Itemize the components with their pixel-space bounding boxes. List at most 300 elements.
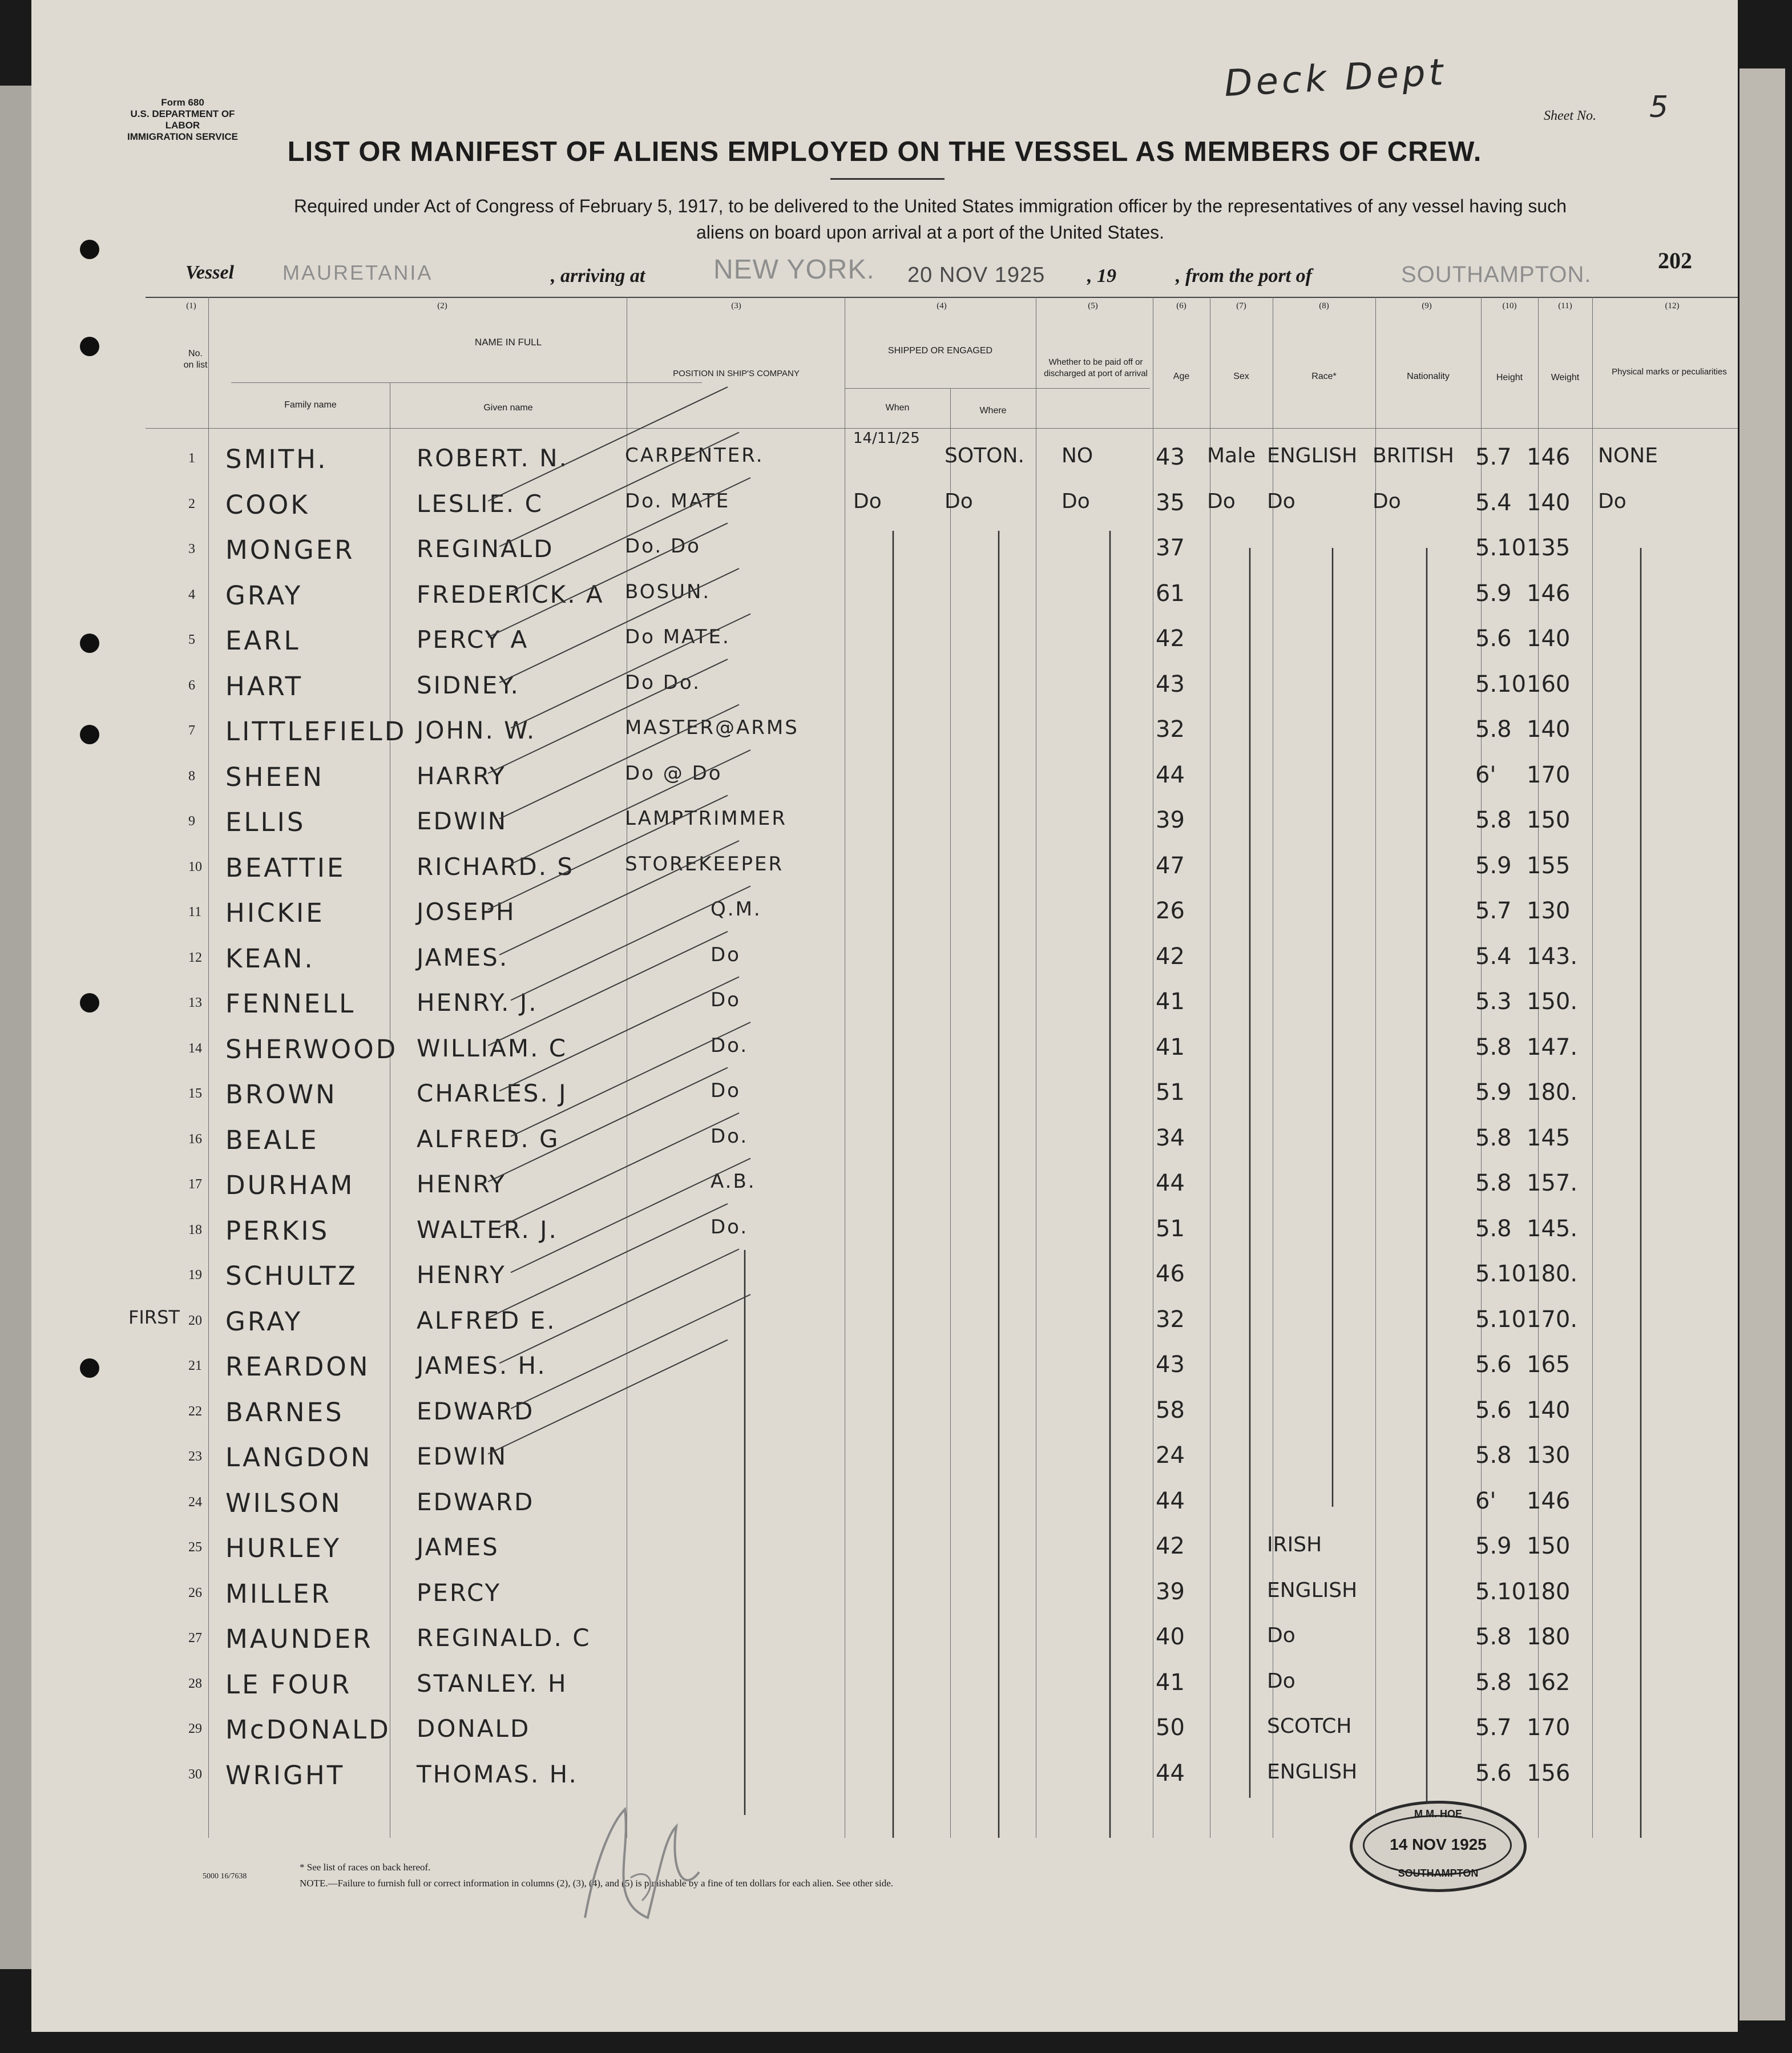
- given-name: ALFRED. G: [417, 1124, 560, 1153]
- given-name: RICHARD. S: [417, 852, 575, 881]
- header-family-name: Family name: [284, 400, 337, 410]
- family-name: HART: [225, 671, 304, 701]
- weight: 180: [1527, 1624, 1571, 1650]
- diagonal-strokes: [488, 387, 750, 1454]
- given-name: EDWIN: [417, 1442, 508, 1470]
- physical-marks: Do: [1598, 489, 1626, 513]
- age: 34: [1156, 1124, 1185, 1151]
- family-name: HURLEY: [225, 1533, 342, 1563]
- header-height: Height: [1496, 373, 1523, 382]
- age: 42: [1156, 626, 1185, 652]
- position: Do: [711, 1079, 741, 1102]
- weight: 162: [1527, 1669, 1571, 1696]
- row-number: 17: [188, 1177, 202, 1192]
- age: 24: [1156, 1442, 1185, 1469]
- family-name: FENNELL: [225, 989, 356, 1019]
- punch-hole: [80, 634, 99, 653]
- ditto-diagonal-stroke: [499, 977, 739, 1091]
- row-number: 2: [188, 496, 195, 511]
- height: 5.7: [1475, 1715, 1512, 1741]
- weight: 180.: [1527, 1261, 1578, 1287]
- given-name: JAMES. H.: [417, 1352, 547, 1380]
- family-name: DURHAM: [225, 1170, 355, 1200]
- row-number: 13: [188, 995, 202, 1010]
- row-number: 10: [188, 859, 202, 874]
- row-number: 1: [188, 451, 195, 466]
- age: 43: [1156, 1352, 1185, 1378]
- shipped-when: 14/11/25: [853, 430, 920, 447]
- nationality: BRITISH: [1373, 444, 1454, 467]
- weight: 147.: [1527, 1034, 1578, 1060]
- ditto-diagonal-stroke: [488, 659, 728, 773]
- age: 51: [1156, 1215, 1185, 1242]
- age: 26: [1156, 898, 1185, 924]
- given-name: ALFRED E.: [417, 1306, 556, 1334]
- nationality: Do: [1373, 489, 1401, 513]
- ditto-diagonal-stroke: [488, 796, 728, 910]
- position: Do: [711, 989, 741, 1011]
- age: 61: [1156, 580, 1185, 607]
- ditto-diagonal-stroke: [499, 1249, 739, 1364]
- race: Do: [1267, 489, 1295, 513]
- position: STOREKEEPER: [625, 852, 784, 876]
- height: 5.7: [1475, 444, 1512, 470]
- age: 47: [1156, 852, 1185, 879]
- height: 5.9: [1475, 852, 1512, 879]
- given-name: WALTER. J.: [417, 1215, 558, 1244]
- column-number: (11): [1558, 301, 1572, 310]
- position: Do. MATE: [625, 489, 730, 513]
- vessel-name: MAURETANIA: [282, 261, 433, 284]
- position: Do Do.: [625, 671, 701, 694]
- punch-hole: [80, 993, 99, 1013]
- punch-hole: [80, 1358, 99, 1378]
- column-number: (7): [1236, 301, 1246, 310]
- column-number: (9): [1422, 301, 1432, 310]
- race: IRISH: [1267, 1533, 1322, 1556]
- sheet-no-value: 5: [1649, 90, 1669, 124]
- row-number: 16: [188, 1131, 202, 1147]
- ditto-diagonal-stroke: [488, 523, 728, 638]
- weight: 170.: [1527, 1306, 1578, 1333]
- row-number: 23: [188, 1449, 202, 1464]
- header-name-in-full: NAME IN FULL: [474, 337, 542, 348]
- given-name: STANLEY. H: [417, 1669, 568, 1697]
- form-service: IMMIGRATION SERVICE: [127, 131, 238, 142]
- column-number: (3): [731, 301, 741, 310]
- subtitle-line: Required under Act of Congress of February 5, 1917, to be delivered to the United States immigration officer by the representatives of any vessel having such: [294, 196, 1567, 216]
- sex: Do: [1207, 489, 1236, 513]
- age: 41: [1156, 1669, 1185, 1696]
- header-no-on-list: No. on list: [183, 349, 208, 370]
- age: 41: [1156, 989, 1185, 1015]
- row-number: 20: [188, 1313, 202, 1328]
- row-number: 3: [188, 542, 195, 556]
- height: 5.8: [1475, 1669, 1512, 1696]
- southampton-stamp: [1350, 1801, 1527, 1892]
- weight: 165: [1527, 1352, 1571, 1378]
- family-name: LITTLEFIELD: [225, 716, 407, 747]
- height: 6': [1475, 761, 1496, 788]
- weight: 150.: [1527, 989, 1578, 1015]
- weight: 145: [1527, 1124, 1571, 1151]
- header-race: Race*: [1311, 372, 1337, 381]
- height: 5.6: [1475, 1397, 1512, 1423]
- binder-edge: [0, 86, 31, 1969]
- stamp-bottom-text: SOUTHAMPTON: [1398, 1868, 1479, 1879]
- given-name: SIDNEY.: [417, 671, 520, 699]
- height: 5.10: [1475, 671, 1527, 697]
- race: ENGLISH: [1267, 444, 1358, 467]
- header-when: When: [885, 403, 910, 413]
- year-label: , 19: [1087, 265, 1116, 287]
- weight: 170: [1527, 761, 1571, 788]
- age: 50: [1156, 1715, 1185, 1741]
- weight: 140: [1527, 489, 1571, 516]
- weight: 140: [1527, 716, 1571, 743]
- ditto-diagonal-stroke: [511, 1294, 750, 1409]
- ditto-diagonal-stroke: [511, 1022, 750, 1136]
- height: 5.6: [1475, 1760, 1512, 1786]
- given-name: HARRY: [417, 761, 506, 790]
- row-number: 9: [188, 814, 195, 829]
- header-age: Age: [1173, 372, 1190, 381]
- family-name: COOK: [225, 489, 310, 520]
- ditto-diagonal-stroke: [499, 433, 739, 547]
- height: 5.8: [1475, 1442, 1512, 1469]
- given-name: EDWARD: [417, 1487, 535, 1516]
- position: Do: [711, 943, 741, 966]
- height: 5.8: [1475, 1170, 1512, 1196]
- page-title: LIST OR MANIFEST OF ALIENS EMPLOYED ON THE VESSEL AS MEMBERS OF CREW.: [287, 136, 1482, 167]
- position: Do.: [711, 1034, 749, 1057]
- position: Do @ Do: [625, 761, 723, 785]
- footnote-races: * See list of races on back hereof.: [300, 1862, 431, 1873]
- column-number: (8): [1319, 301, 1329, 310]
- weight: 130: [1527, 1442, 1571, 1469]
- age: 46: [1156, 1261, 1185, 1287]
- column-number: (10): [1502, 301, 1517, 310]
- age: 43: [1156, 671, 1185, 697]
- row-number: 4: [188, 587, 195, 602]
- family-name: HICKIE: [225, 898, 325, 928]
- given-name: HENRY: [417, 1261, 506, 1289]
- weight: 150: [1527, 807, 1571, 833]
- crew-manifest-table: [128, 297, 1738, 1883]
- weight: 155: [1527, 852, 1571, 879]
- stamp-top-text: M.M. HOE: [1414, 1808, 1462, 1820]
- row-number: 24: [188, 1494, 202, 1510]
- given-name: WILLIAM. C: [417, 1034, 568, 1062]
- family-name: LANGDON: [225, 1442, 373, 1473]
- row-number: 6: [188, 677, 195, 693]
- row-number: 14: [188, 1040, 202, 1056]
- ditto-diagonal-stroke: [499, 568, 739, 683]
- header-position: POSITION IN SHIP'S COMPANY: [673, 369, 800, 378]
- ditto-diagonal-stroke: [488, 1340, 728, 1454]
- family-name: BEATTIE: [225, 852, 346, 883]
- given-name: DONALD: [417, 1715, 531, 1743]
- footnote-penalty: NOTE.—Failure to furnish full or correct information in columns (2), (3), (4), and (5) is punishable by a fine of ten dollars for each alien. See other side.: [300, 1878, 894, 1889]
- family-name: GRAY: [225, 580, 303, 611]
- given-name: THOMAS. H.: [417, 1760, 578, 1788]
- given-name: EDWARD: [417, 1397, 535, 1425]
- column-number: (2): [437, 301, 447, 310]
- given-name: FREDERICK. A: [417, 580, 604, 608]
- arrival-date: 20 NOV 1925: [907, 263, 1046, 287]
- family-name: KEAN.: [225, 943, 315, 974]
- weight: 170: [1527, 1715, 1571, 1741]
- height: 5.10: [1475, 535, 1527, 561]
- position: Do.: [711, 1124, 749, 1148]
- row-number: 30: [188, 1766, 202, 1782]
- height: 5.10: [1475, 1261, 1527, 1287]
- row-number: 12: [188, 950, 202, 965]
- print-reference: 5000 16/7638: [203, 1872, 247, 1881]
- page-subtitle: [157, 193, 1704, 245]
- family-name: EARL: [225, 626, 301, 656]
- vessel-line: [151, 248, 1721, 294]
- position: LAMPTRIMMER: [625, 807, 788, 830]
- weight: 135: [1527, 535, 1571, 561]
- position: Do.: [711, 1215, 749, 1239]
- underlying-sheet-edge: [1739, 68, 1785, 2020]
- age: 35: [1156, 489, 1185, 516]
- ditto-diagonal-stroke: [511, 886, 750, 1001]
- row-number: 7: [188, 723, 195, 738]
- age: 39: [1156, 1578, 1185, 1605]
- race: Do: [1267, 1669, 1295, 1693]
- family-name: SCHULTZ: [225, 1261, 358, 1291]
- header-given-name: Given name: [483, 403, 533, 413]
- arriving-label: , arriving at: [551, 265, 645, 287]
- height: 6': [1475, 1487, 1496, 1514]
- age: 44: [1156, 1170, 1185, 1196]
- family-name: BARNES: [225, 1397, 344, 1427]
- position: A.B.: [711, 1170, 756, 1193]
- given-name: JAMES.: [417, 943, 509, 971]
- column-number: (1): [186, 301, 196, 310]
- row-number: 15: [188, 1086, 202, 1101]
- family-name: McDONALD: [225, 1715, 391, 1745]
- position: Do MATE.: [625, 626, 730, 648]
- age: 37: [1156, 535, 1185, 561]
- punch-hole: [80, 725, 99, 744]
- family-name: WRIGHT: [225, 1760, 345, 1790]
- family-name: WILSON: [225, 1487, 342, 1518]
- age: 40: [1156, 1624, 1185, 1650]
- header-physical-marks: Physical marks or peculiarities: [1612, 367, 1727, 377]
- header-where: Where: [979, 406, 1007, 416]
- given-name: CHARLES. J: [417, 1079, 568, 1107]
- family-name: LE FOUR: [225, 1669, 352, 1700]
- shipped-when: Do: [853, 489, 882, 513]
- column-number: (6): [1176, 301, 1186, 310]
- height: 5.8: [1475, 716, 1512, 743]
- weight: 143.: [1527, 943, 1578, 970]
- form-department: U.S. DEPARTMENT OF LABOR: [130, 108, 235, 131]
- column-number: (5): [1088, 301, 1098, 310]
- family-name: SHERWOOD: [225, 1034, 398, 1064]
- row-prefix-note: FIRST: [128, 1306, 180, 1328]
- stamp-date: 14 NOV 1925: [1390, 1836, 1487, 1853]
- age: 43: [1156, 444, 1185, 470]
- row-number: 19: [188, 1268, 202, 1282]
- weight: 150: [1527, 1533, 1571, 1559]
- given-name: PERCY: [417, 1578, 502, 1607]
- header-shipped: SHIPPED OR ENGAGED: [887, 346, 993, 356]
- sheet-no-label: Sheet No.: [1544, 108, 1596, 123]
- family-name: BROWN: [225, 1079, 337, 1110]
- from-port: SOUTHAMPTON.: [1401, 262, 1592, 287]
- height: 5.3: [1475, 989, 1512, 1015]
- row-number: 18: [188, 1222, 202, 1237]
- position: Do. Do: [625, 535, 701, 558]
- ditto-diagonal-stroke: [499, 1113, 739, 1227]
- given-name: JAMES: [417, 1533, 499, 1561]
- height: 5.8: [1475, 1124, 1512, 1151]
- row-number: 29: [188, 1721, 202, 1736]
- weight: 180: [1527, 1578, 1571, 1605]
- ditto-diagonal-stroke: [488, 931, 728, 1046]
- family-name: MONGER: [225, 535, 355, 565]
- given-name: HENRY: [417, 1170, 506, 1198]
- row-number: 5: [188, 632, 195, 647]
- weight: 180.: [1527, 1079, 1578, 1106]
- handwritten-ditto-strokes: [146, 297, 1738, 1883]
- header-sex: Sex: [1233, 372, 1249, 381]
- given-name: LESLIE. C: [417, 489, 543, 518]
- height: 5.4: [1475, 489, 1512, 516]
- given-name: EDWIN: [417, 807, 508, 835]
- column-number: (12): [1665, 301, 1680, 310]
- row-number: 26: [188, 1585, 202, 1600]
- race: Do: [1267, 1624, 1295, 1647]
- height: 5.4: [1475, 943, 1512, 970]
- given-name: JOHN. W.: [417, 716, 536, 744]
- weight: 156: [1527, 1760, 1571, 1786]
- age: 42: [1156, 943, 1185, 970]
- given-name: PERCY A: [417, 626, 529, 654]
- row-number: 22: [188, 1403, 202, 1419]
- position: MASTER@ARMS: [625, 716, 799, 739]
- physical-marks: NONE: [1598, 444, 1658, 467]
- height: 5.6: [1475, 1352, 1512, 1378]
- height: 5.6: [1475, 626, 1512, 652]
- weight: 146: [1527, 580, 1571, 607]
- age: 44: [1156, 1487, 1185, 1514]
- age: 39: [1156, 807, 1185, 833]
- race: ENGLISH: [1267, 1578, 1358, 1602]
- header-weight: Weight: [1551, 373, 1580, 382]
- ditto-diagonal-stroke: [511, 614, 750, 728]
- given-name: HENRY. J.: [417, 989, 538, 1017]
- age: 58: [1156, 1397, 1185, 1423]
- department-note: Deck Dept: [1223, 51, 1448, 106]
- given-name: ROBERT. N.: [417, 444, 568, 472]
- row-number: 27: [188, 1631, 202, 1645]
- height: 5.9: [1475, 580, 1512, 607]
- vessel-label: Vessel: [185, 262, 234, 283]
- given-name: REGINALD. C: [417, 1624, 591, 1652]
- row-number: 11: [188, 905, 202, 919]
- race: ENGLISH: [1267, 1760, 1358, 1784]
- row-number: 25: [188, 1540, 202, 1555]
- subtitle-line: aliens on board upon arrival at a port of the United States.: [696, 222, 1165, 243]
- weight: 160: [1527, 671, 1571, 697]
- weight: 140: [1527, 626, 1571, 652]
- title-rule: [830, 178, 945, 180]
- family-name: SMITH.: [225, 444, 328, 474]
- header-paid-off: Whether to be paid off or discharged at port of arrival: [1044, 357, 1148, 378]
- page-number: 202: [1658, 248, 1692, 273]
- family-name: BEALE: [225, 1124, 319, 1155]
- punch-hole: [80, 240, 99, 259]
- race: SCOTCH: [1267, 1715, 1352, 1738]
- paid-off: Do: [1062, 489, 1090, 513]
- paid-off: NO: [1062, 444, 1093, 467]
- height: 5.8: [1475, 807, 1512, 833]
- age: 44: [1156, 1760, 1185, 1786]
- family-name: PERKIS: [225, 1215, 330, 1246]
- family-name: GRAY: [225, 1306, 303, 1337]
- row-number: 28: [188, 1676, 202, 1691]
- shipped-where: Do: [945, 489, 973, 513]
- ditto-diagonal-stroke: [511, 1159, 750, 1273]
- ditto-diagonal-stroke: [499, 841, 739, 955]
- ditto-diagonal-stroke: [511, 750, 750, 864]
- age: 41: [1156, 1034, 1185, 1060]
- family-name: MILLER: [225, 1578, 332, 1609]
- row-number: 8: [188, 768, 195, 784]
- height: 5.10: [1475, 1306, 1527, 1333]
- age: 32: [1156, 716, 1185, 743]
- height: 5.10: [1475, 1578, 1527, 1605]
- shipped-where: SOTON.: [945, 444, 1024, 467]
- given-name: JOSEPH: [417, 898, 516, 926]
- family-name: REARDON: [225, 1352, 370, 1382]
- ditto-diagonal-stroke: [488, 1068, 728, 1182]
- signature-scribble: [562, 1786, 722, 1935]
- weight: 130: [1527, 898, 1571, 924]
- sex: Male: [1207, 444, 1256, 467]
- ditto-diagonal-stroke: [499, 705, 739, 819]
- form-number: Form 680: [161, 97, 204, 108]
- position: Q.M.: [711, 898, 762, 921]
- column-number: (4): [937, 301, 947, 310]
- weight: 145.: [1527, 1215, 1578, 1242]
- height: 5.9: [1475, 1533, 1512, 1559]
- height: 5.8: [1475, 1624, 1512, 1650]
- header-nationality: Nationality: [1407, 372, 1450, 381]
- age: 51: [1156, 1079, 1185, 1106]
- ditto-diagonal-stroke: [488, 1204, 728, 1318]
- weight: 157.: [1527, 1170, 1578, 1196]
- age: 44: [1156, 761, 1185, 788]
- weight: 146: [1527, 1487, 1571, 1514]
- height: 5.7: [1475, 898, 1512, 924]
- weight: 146: [1527, 444, 1571, 470]
- height: 5.8: [1475, 1034, 1512, 1060]
- height: 5.9: [1475, 1079, 1512, 1106]
- arriving-port: NEW YORK.: [713, 255, 875, 285]
- position: BOSUN.: [625, 580, 711, 603]
- family-name: SHEEN: [225, 761, 324, 792]
- given-name: REGINALD: [417, 535, 554, 563]
- family-name: ELLIS: [225, 807, 306, 837]
- family-name: MAUNDER: [225, 1624, 373, 1654]
- ditto-diagonal-stroke: [511, 478, 750, 592]
